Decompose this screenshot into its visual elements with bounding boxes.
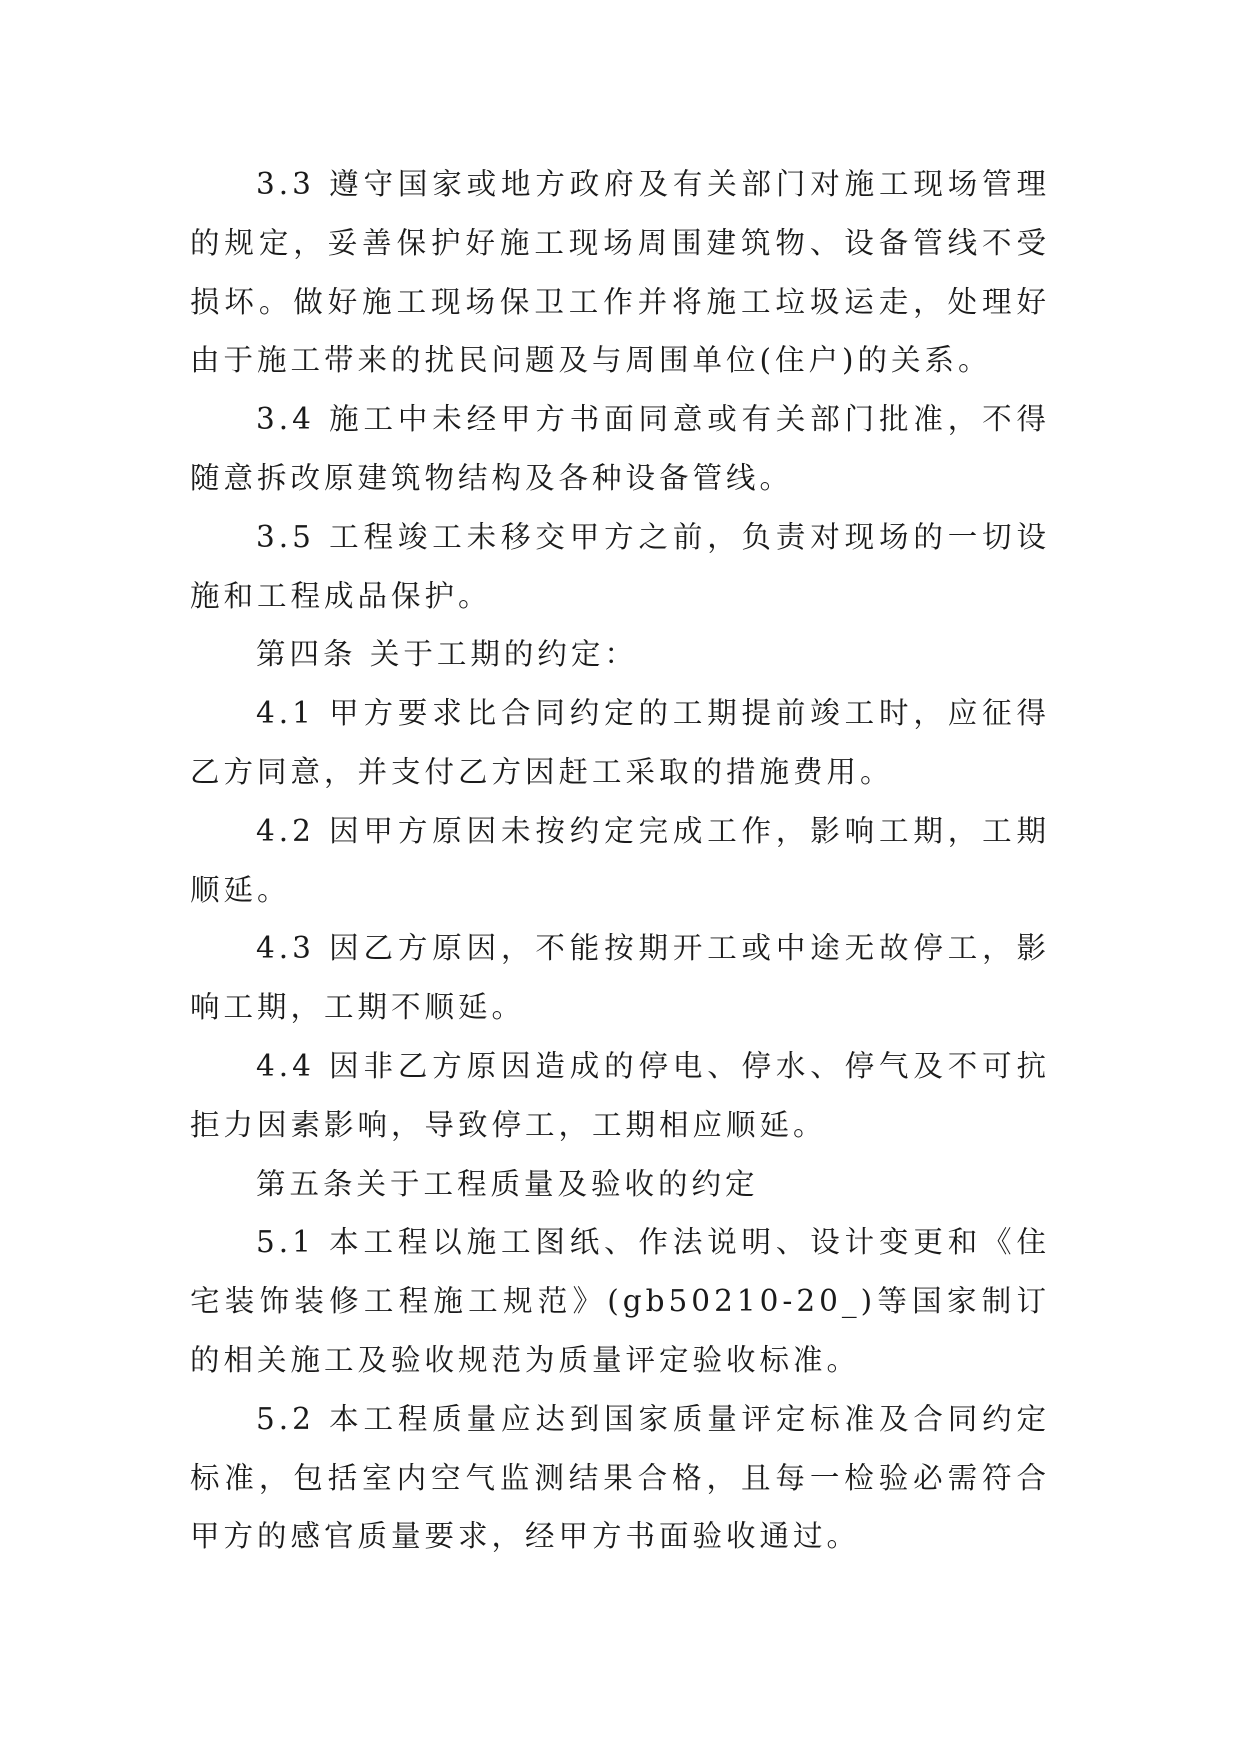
paragraph-5-1: 5.1 本工程以施工图纸、作法说明、设计变更和《住宅装饰装修工程施工规范》(gb50210-20_)等国家制订的相关施工及验收规范为质量评定验收标准。 bbox=[190, 1225, 1050, 1377]
paragraph-4-1: 4.1 甲方要求比合同约定的工期提前竣工时，应征得乙方同意，并支付乙方因赶工采取的措施费用。 bbox=[190, 696, 1050, 789]
paragraph-5-2: 5.2 本工程质量应达到国家质量评定标准及合同约定标准，包括室内空气监测结果合格，且每一检验必需符合甲方的感官质量要求，经甲方书面验收通过。 bbox=[190, 1401, 1050, 1554]
paragraph-4-3: 4.3 因乙方原因，不能按期开工或中途无故停工，影响工期，工期不顺延。 bbox=[190, 931, 1050, 1025]
paragraph-3-4: 3.4 施工中未经甲方书面同意或有关部门批准，不得随意拆改原建筑物结构及各种设备管线。 bbox=[190, 402, 1050, 495]
paragraph-4-4: 4.4 因非乙方原因造成的停电、停水、停气及不可抗拒力因素影响，导致停工，工期相应顺延。 bbox=[190, 1048, 1050, 1142]
article-4-heading: 第四条 关于工期的约定： bbox=[256, 637, 638, 672]
paragraph-3-5: 3.5 工程竣工未移交甲方之前，负责对现场的一切设施和工程成品保护。 bbox=[190, 519, 1050, 613]
paragraph-4-2: 4.2 因甲方原因未按约定完成工作，影响工期，工期顺延。 bbox=[190, 813, 1050, 907]
paragraph-3-3: 3.3 遵守国家或地方政府及有关部门对施工现场管理的规定，妥善保护好施工现场周围建筑物、设备管线不受损坏。做好施工现场保卫工作并将施工垃圾运走，处理好由于施工带来的扰民问题及与周围单位(住户)的关系。 bbox=[190, 167, 1050, 378]
article-5-heading: 第五条关于工程质量及验收的约定 bbox=[256, 1166, 759, 1201]
document-body bbox=[190, 155, 1050, 1566]
